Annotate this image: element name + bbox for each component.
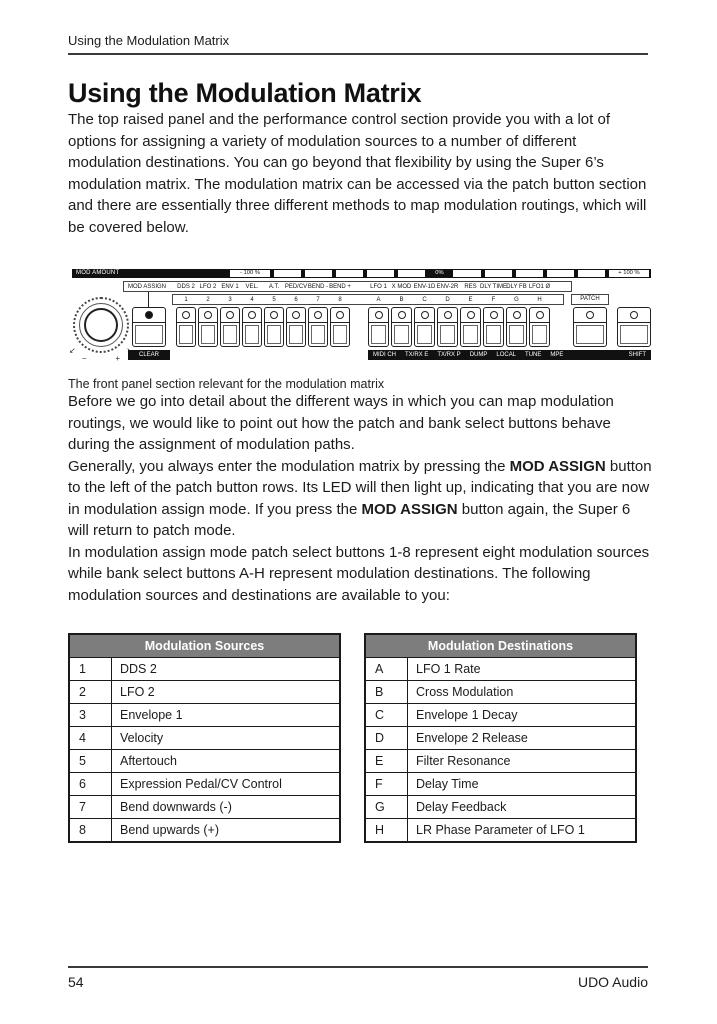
source-key: 6 [69, 773, 112, 796]
page-content [68, 0, 652, 843]
button-led [536, 311, 544, 319]
source-number-4: 4 [250, 296, 254, 303]
patch-select-button-6 [286, 307, 306, 347]
button-cap [311, 325, 325, 344]
destination-value: LR Phase Parameter of LFO 1 [408, 819, 637, 843]
destination-value: Delay Feedback [408, 796, 637, 819]
destination-value: Filter Resonance [408, 750, 637, 773]
button-led [226, 311, 234, 319]
mod-assign-label: MOD ASSIGN [127, 283, 166, 290]
dest-label-g: DLY FB [506, 283, 527, 290]
button-cap [417, 325, 432, 344]
source-key: 7 [69, 796, 112, 819]
dest-label-c: ENV-1D [413, 283, 436, 290]
button-led [490, 311, 498, 319]
shift-fn-txrx-e: TX/RX E [405, 352, 429, 358]
button-led [292, 311, 300, 319]
scale-segment [305, 270, 332, 277]
destination-value: Envelope 2 Release [408, 727, 637, 750]
source-value: Aftertouch [112, 750, 341, 773]
patch-select-button-4 [242, 307, 262, 347]
button-led [375, 311, 383, 319]
paragraph-text: button again, the Super 6 will return to patch mode. [68, 500, 631, 539]
scale-segment [453, 270, 480, 277]
bank-letter-g: G [514, 296, 519, 303]
table-header-row [69, 634, 340, 658]
source-value: Velocity [112, 727, 341, 750]
scale-segment [398, 270, 425, 277]
button-led [630, 311, 638, 319]
source-key: 2 [69, 681, 112, 704]
table-row [69, 773, 340, 796]
mod-amount-scale [228, 269, 651, 278]
bank-letter-c: C [422, 296, 427, 303]
table-row [365, 796, 636, 819]
source-value: LFO 2 [112, 681, 341, 704]
source-key: 1 [69, 658, 112, 681]
scale-segment [336, 270, 363, 277]
bank-select-button-f [483, 307, 504, 347]
bank-select-button-g [506, 307, 527, 347]
destination-key: A [365, 658, 408, 681]
button-cap [509, 325, 524, 344]
button-cap [620, 325, 648, 344]
table-row [69, 681, 340, 704]
page-title: Using the Modulation Matrix [68, 78, 422, 108]
button-cap [486, 325, 501, 344]
destination-value: Envelope 1 Decay [408, 704, 637, 727]
paragraph-sources-destinations: In modulation assign mode patch select buttons 1-8 represent eight modulation sources while bank select buttons A-H represent modulation destinations. The following modulation sources and destinations are available to you: [68, 543, 650, 604]
button-cap [532, 325, 547, 344]
bank-select-button-b [391, 307, 412, 347]
table-header-row [365, 634, 636, 658]
source-label-5: A.T. [268, 283, 280, 290]
shift-button [617, 307, 651, 347]
bank-letter-f: F [491, 296, 496, 303]
bank-select-button-h [529, 307, 550, 347]
source-key: 5 [69, 750, 112, 773]
destination-key: C [365, 704, 408, 727]
dest-label-b: X MOD [391, 283, 412, 290]
button-cap [135, 325, 163, 344]
table-row [365, 704, 636, 727]
source-label-7: BEND - [307, 283, 329, 290]
paragraph-text: Generally, you always enter the modulation matrix by pressing the [68, 457, 510, 475]
table-row [69, 796, 340, 819]
button-cap [245, 325, 259, 344]
tables-row [68, 633, 648, 843]
patch-select-button-7 [308, 307, 328, 347]
table-row [365, 681, 636, 704]
button-led [182, 311, 190, 319]
button-cap [576, 325, 604, 344]
bank-select-button-a [368, 307, 389, 347]
scale-segment [516, 270, 543, 277]
source-key: 3 [69, 704, 112, 727]
patch-button [573, 307, 607, 347]
destination-value: LFO 1 Rate [408, 658, 637, 681]
shift-fn-dump: DUMP [469, 352, 488, 358]
table-row [365, 750, 636, 773]
button-led [248, 311, 256, 319]
bank-select-button-e [460, 307, 481, 347]
source-number-3: 3 [228, 296, 232, 303]
page-number: 54 [68, 974, 84, 990]
patch-select-button-3 [220, 307, 240, 347]
source-label-3: ENV 1 [221, 283, 239, 290]
source-number-8: 8 [338, 296, 342, 303]
bank-letter-a: A [376, 296, 381, 303]
knob-ccw-arrow-icon: ↙ [69, 346, 76, 355]
mod-assign-led-on [145, 311, 153, 319]
source-number-6: 6 [294, 296, 298, 303]
scale-min-label: - 100 % [230, 270, 270, 277]
button-led [586, 311, 594, 319]
table-row [69, 750, 340, 773]
destination-value: Delay Time [408, 773, 637, 796]
button-cap [201, 325, 215, 344]
source-value: DDS 2 [112, 658, 341, 681]
dest-label-e: RES [464, 283, 477, 290]
paragraph-text: button to the left of the patch button rows. Its LED will then light up, indicating that you are now in modulation assign mode. If you press the [68, 457, 652, 518]
patch-select-button-2 [198, 307, 218, 347]
table-row [69, 704, 340, 727]
button-led [467, 311, 475, 319]
source-number-1: 1 [184, 296, 188, 303]
mod-assign-bold-text: MOD ASSIGN [361, 500, 458, 518]
button-led [421, 311, 429, 319]
table-row [69, 727, 340, 750]
button-led [336, 311, 344, 319]
page-footer [68, 966, 648, 990]
patch-select-button-5 [264, 307, 284, 347]
scale-segment [274, 270, 301, 277]
destinations-table-title: Modulation Destinations [365, 634, 636, 658]
button-cap [394, 325, 409, 344]
table-row [69, 819, 340, 843]
button-led [204, 311, 212, 319]
source-label-4: VEL. [245, 283, 259, 290]
button-led [513, 311, 521, 319]
mod-amount-bar: MOD AMOUNT [72, 269, 228, 278]
knob-core [84, 308, 118, 342]
destination-key: G [365, 796, 408, 819]
destination-key: F [365, 773, 408, 796]
scale-segment [485, 270, 512, 277]
modulation-sources-table [68, 633, 341, 843]
brand-name: UDO Audio [577, 974, 648, 990]
patch-select-button-1 [176, 307, 196, 347]
source-number-2: 2 [206, 296, 210, 303]
destination-key: E [365, 750, 408, 773]
button-led [444, 311, 452, 319]
shift-fn-midi-ch: MIDI CH [373, 352, 396, 358]
button-cap [267, 325, 281, 344]
source-number-5: 5 [272, 296, 276, 303]
source-label-2: LFO 2 [199, 283, 217, 290]
source-key: 8 [69, 819, 112, 843]
paragraph-buttons-behaviour: Before we go into detail about the different ways in which you can map modulation routings, we would like to point out how the patch and bank select buttons behave during the assignment of modulation paths. [68, 393, 614, 453]
table-row [69, 658, 340, 681]
clear-label: CLEAR [128, 350, 170, 360]
bank-letter-h: H [537, 296, 542, 303]
table-row [365, 658, 636, 681]
scale-max-label: + 100 % [609, 270, 649, 277]
shift-functions-bar [368, 350, 651, 360]
source-value: Bend downwards (-) [112, 796, 341, 819]
shift-fn-tune: TUNE [525, 352, 542, 358]
button-cap [289, 325, 303, 344]
bank-select-button-d [437, 307, 458, 347]
patch-select-button-8 [330, 307, 350, 347]
shift-fn-txrx-p: TX/RX P [437, 352, 461, 358]
bank-letter-d: D [445, 296, 450, 303]
dest-label-h: LFO1 Ø [528, 283, 551, 290]
scale-zero-label: 0% [435, 270, 444, 276]
scale-segment [547, 270, 574, 277]
sources-table-title: Modulation Sources [69, 634, 340, 658]
button-cap [463, 325, 478, 344]
mod-assign-button [132, 307, 166, 347]
knob-plus-label: + [115, 354, 120, 363]
mod-amount-knob [69, 297, 129, 363]
button-led [314, 311, 322, 319]
table-row [365, 727, 636, 750]
button-led [398, 311, 406, 319]
dest-label-d: ENV-2R [436, 283, 459, 290]
paragraph-mod-assign [68, 456, 652, 542]
shift-label: SHIFT [628, 352, 646, 358]
figure-caption: The front panel section relevant for the modulation matrix [68, 377, 385, 391]
scale-segment [578, 270, 605, 277]
source-value: Bend upwards (+) [112, 819, 341, 843]
button-cap [371, 325, 386, 344]
source-key: 4 [69, 727, 112, 750]
shift-fn-local: LOCAL [496, 352, 517, 358]
modulation-destinations-table [364, 633, 637, 843]
patch-label: PATCH [571, 294, 609, 305]
source-value: Envelope 1 [112, 704, 341, 727]
destination-key: H [365, 819, 408, 843]
button-led [270, 311, 278, 319]
button-cap [223, 325, 237, 344]
button-cap [333, 325, 347, 344]
table-row [365, 773, 636, 796]
source-label-8: BEND + [329, 283, 351, 290]
table-row [365, 819, 636, 843]
mod-assign-pointer-line [148, 292, 149, 307]
knob-minus-label: − [82, 354, 87, 363]
shift-fn-mpe: MPE [550, 352, 564, 358]
source-label-6: PED/CV [284, 283, 308, 290]
bank-select-button-c [414, 307, 435, 347]
source-label-1: DDS 2 [177, 283, 195, 290]
mod-assign-bold-text: MOD ASSIGN [509, 457, 606, 475]
source-number-7: 7 [316, 296, 320, 303]
running-head: Using the Modulation Matrix [68, 0, 648, 55]
bank-letter-b: B [399, 296, 404, 303]
scale-segment [367, 270, 394, 277]
destination-key: D [365, 727, 408, 750]
destination-key: B [365, 681, 408, 704]
dest-label-f: DLY TIME [479, 283, 507, 290]
front-panel-figure [68, 269, 652, 363]
source-value: Expression Pedal/CV Control [112, 773, 341, 796]
bank-letter-e: E [468, 296, 473, 303]
button-cap [440, 325, 455, 344]
dest-label-a: LFO 1 [370, 283, 387, 290]
paragraph-intro: The top raised panel and the performance control section provide you with a lot of options for assigning a variety of modulation sources to a number of different modulation destinations. You can go beyond that flexibility by using the Super 6’s modulation matrix. The modulation matrix can be accessed via the patch button section and there are essentially three different methods to map modulation routings, which will be covered below. [68, 111, 647, 236]
button-cap [179, 325, 193, 344]
destination-value: Cross Modulation [408, 681, 637, 704]
